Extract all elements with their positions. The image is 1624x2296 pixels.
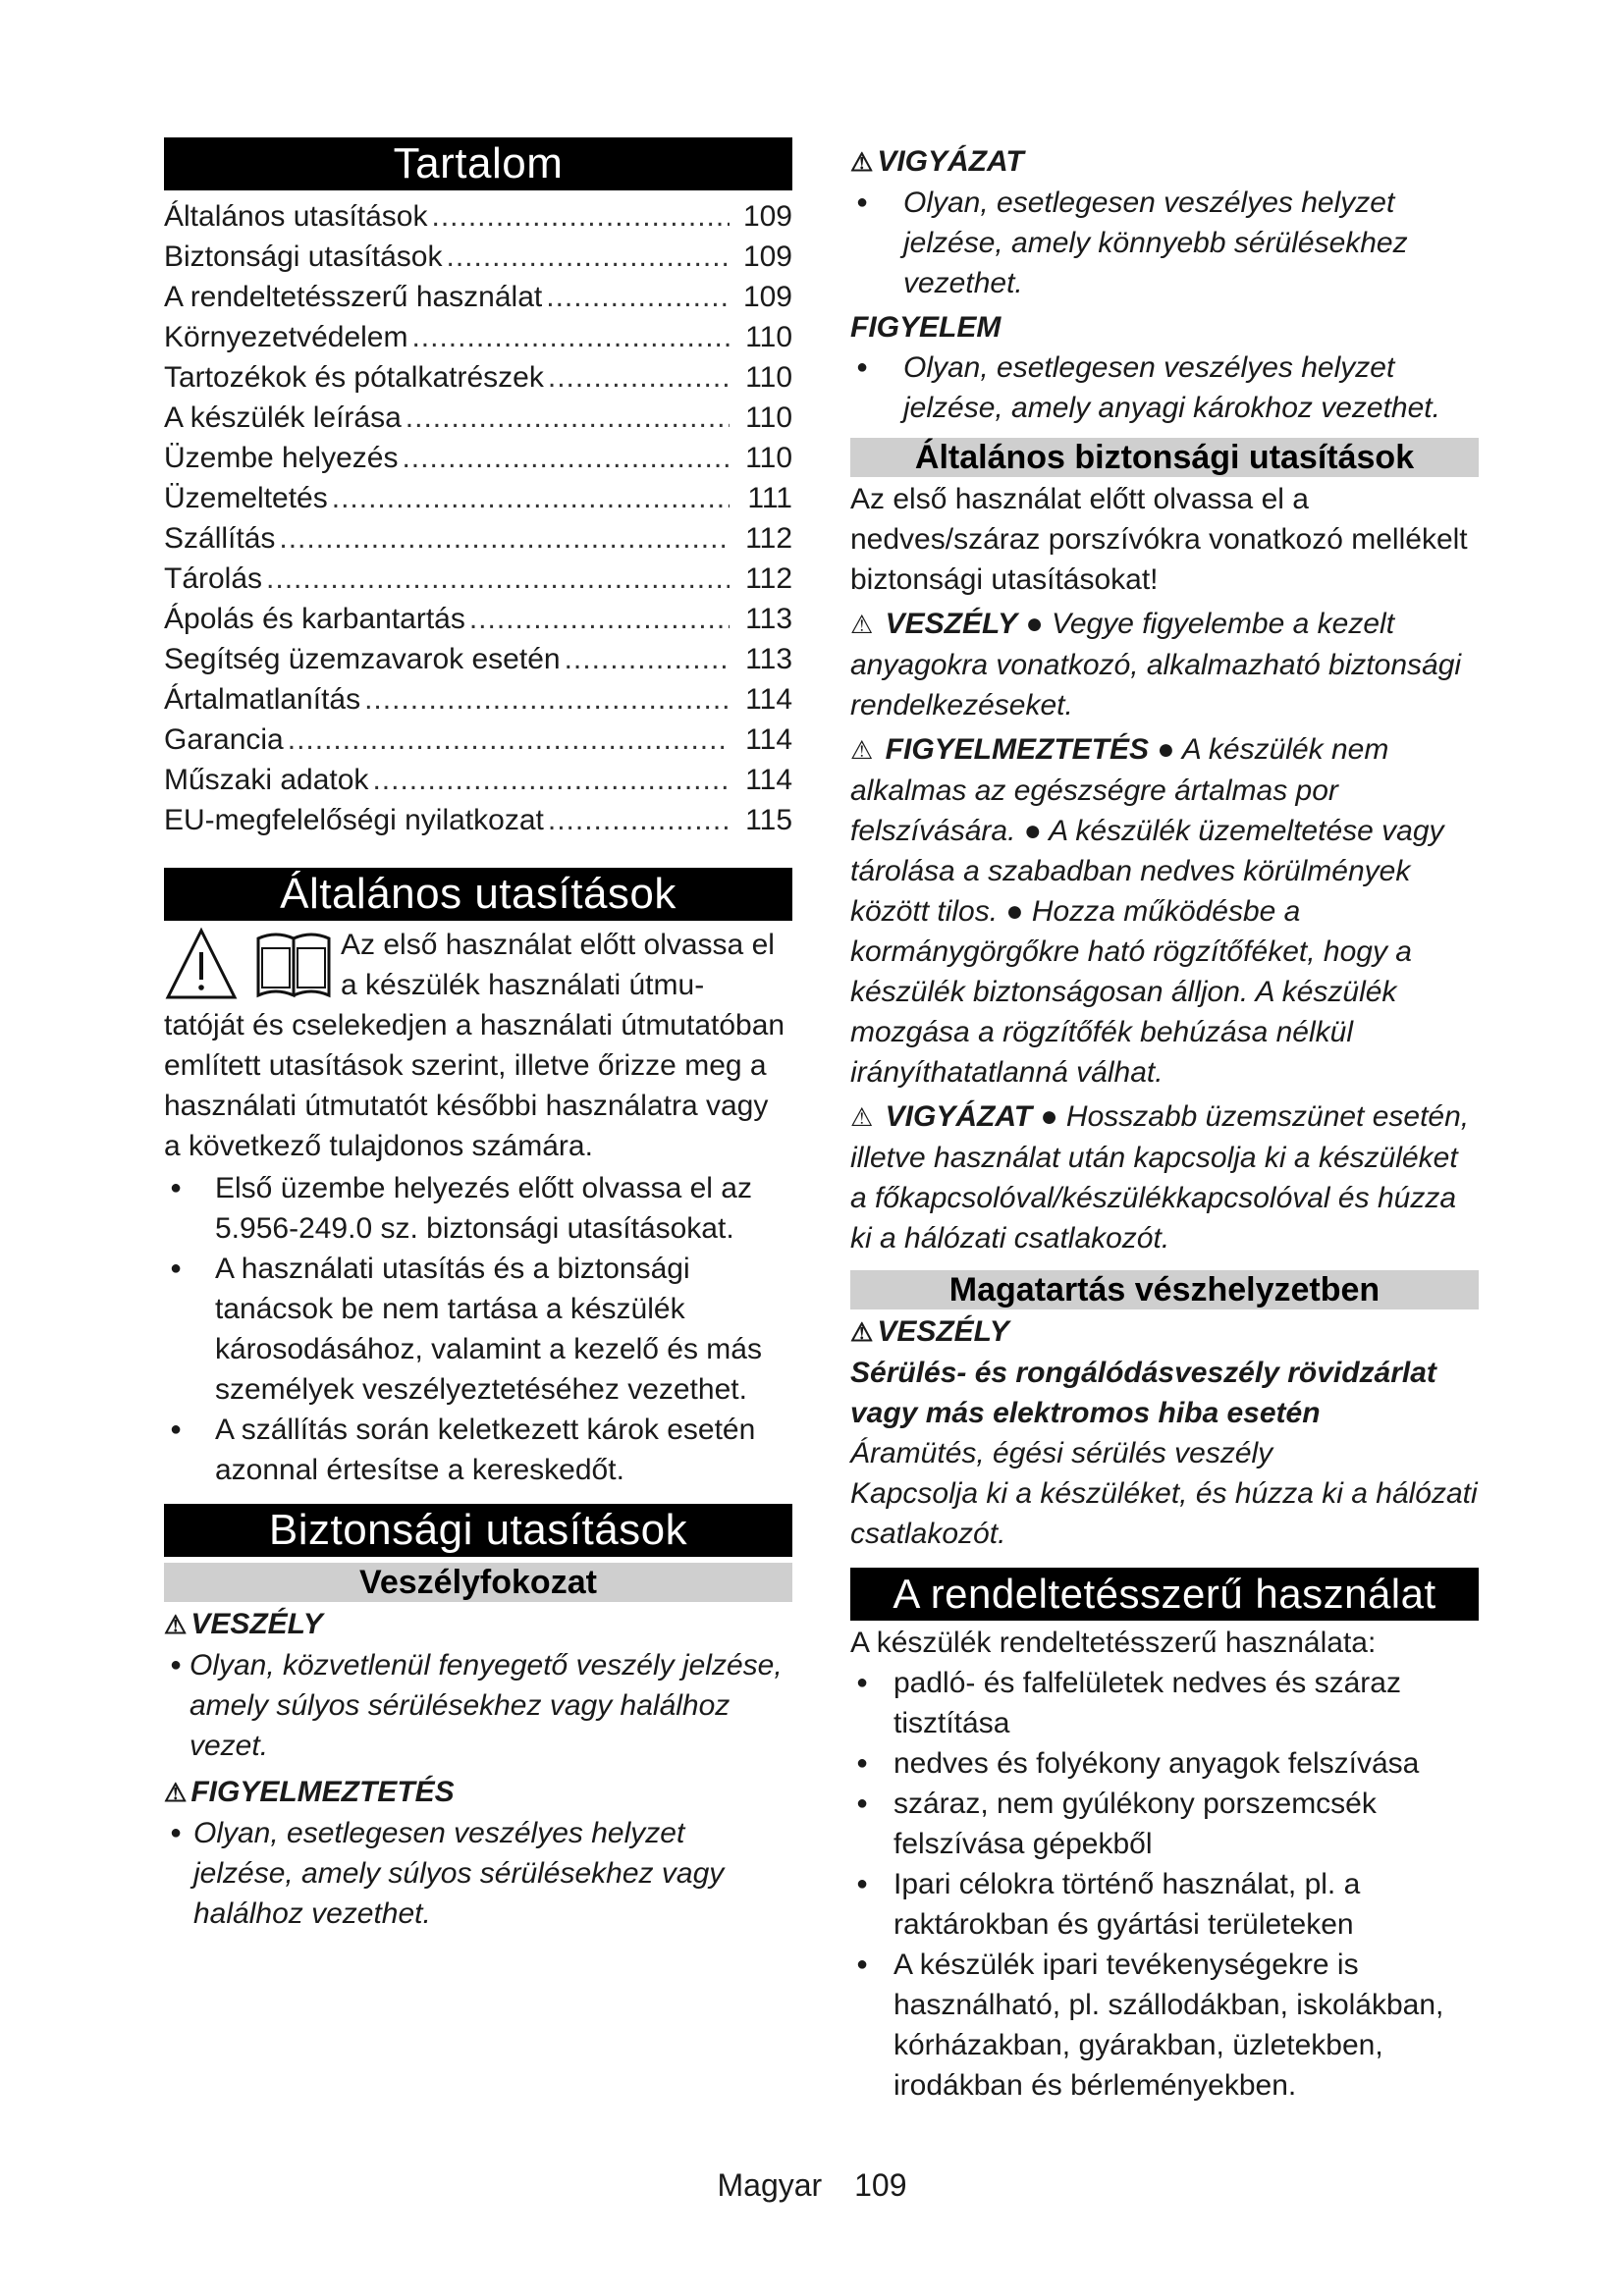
general-safety-caution: ⚠ VIGYÁZAT ● Hosszabb üzemszünet esetén, illetve használat után kapcsolja ki a készüléket a főkapcsolóval/készülékkapcsolóval és húzza ki a hálózati csatlakozót.: [850, 1096, 1479, 1258]
toc-dot-leader: [548, 800, 730, 840]
toc-entry-page: 110: [745, 361, 792, 394]
general-bullets: [164, 1168, 792, 1490]
toc-entry-title: Tartozékok és pótalkatrészek: [164, 361, 544, 394]
general-safety-danger: ⚠ VESZÉLY ● Vegye figyelembe a kezelt anyagokra vonatkozó, alkalmazható biztonsági rendelkezéseket.: [850, 604, 1479, 725]
intended-use-intro: A készülék rendeltetésszerű használata:: [850, 1627, 1377, 1659]
toc-entry-title: Üzembe helyezés: [164, 442, 399, 474]
emergency-line2: Kapcsolja ki a készüléket, és húzza ki a hálózati csatlakozót.: [850, 1477, 1478, 1550]
toc-entry[interactable]: [164, 679, 792, 720]
intro-text-rest: tatóját és cselekedjen a használati útmutatóban említett utasítások szerint, illetve őrizze meg a használati útmutatót későbbi használatra vagy a következő tulajdonos számára.: [164, 1009, 785, 1162]
toc-dot-leader: [548, 357, 730, 398]
emergency-heading: Magatartás vészhelyzetben: [850, 1270, 1479, 1309]
notice-list: [850, 347, 1479, 428]
manual-book-icon: [258, 934, 329, 995]
toc-entry[interactable]: [164, 277, 792, 317]
toc-entry-page: 110: [745, 442, 792, 474]
toc-dot-leader: [469, 599, 730, 639]
caution-list: [850, 183, 1479, 303]
general-safety-heading: Általános biztonsági utasítások: [850, 438, 1479, 477]
safety-heading: Biztonsági utasítások: [164, 1504, 792, 1557]
toc-entry[interactable]: [164, 559, 792, 599]
list-item: ● padló- és falfelületek nedves és száraz tisztítása: [850, 1663, 1479, 1743]
emergency-line1: Áramütés, égési sérülés veszély: [850, 1437, 1273, 1469]
toc-entry-page: 114: [745, 683, 792, 716]
toc-dot-leader: [288, 720, 730, 760]
general-safety-warning: ⚠ FIGYELMEZTETÉS ● A készülék nem alkalmas az egészségre ártalmas por felszívására. ● A készülék üzemeltetése vagy tárolása a szabadban nedves körülmények között tilos. ● Hozza működésbe a kormánygörgőkre ható rögzítőféket, hogy a készülék biztonságosan álljon. A készülék mozgása a rögzítőfék behúzása nélkül irányíthatatlanná válhat.: [850, 729, 1479, 1093]
toc-entry-page: 114: [745, 723, 792, 756]
toc-entry[interactable]: [164, 518, 792, 559]
toc-entry-title: EU-megfelelőségi nyilatkozat: [164, 804, 544, 836]
toc-dot-leader: [406, 398, 730, 438]
danger-label: ⚠ VESZÉLY: [164, 1604, 792, 1645]
list-item: ● Első üzembe helyezés előtt olvassa el az 5.956-249.0 sz. biztonsági utasításokat.: [164, 1168, 792, 1249]
toc-entry-title: Általános utasítások: [164, 200, 428, 233]
toc-entry-page: 114: [745, 764, 792, 796]
toc-entry-page: 112: [745, 522, 792, 555]
toc-entry[interactable]: [164, 760, 792, 800]
table-of-contents: [164, 196, 792, 840]
list-item: ● Olyan, esetlegesen veszélyes helyzet jelzése, amely anyagi károkhoz vezethet.: [850, 347, 1479, 428]
toc-entry-title: A rendeltetésszerű használat: [164, 281, 543, 313]
toc-entry-title: Tárolás: [164, 562, 263, 595]
toc-dot-leader: [266, 559, 730, 599]
warning-icon: ⚠: [850, 1317, 874, 1347]
toc-entry[interactable]: [164, 599, 792, 639]
list-item: ● nedves és folyékony anyagok felszívása: [850, 1743, 1479, 1784]
general-intro: [164, 925, 792, 1166]
list-item: ● A szállítás során keletkezett károk esetén azonnal értesítse a kereskedőt.: [164, 1410, 792, 1490]
toc-entry[interactable]: [164, 398, 792, 438]
toc-dot-leader: [364, 679, 730, 720]
intended-use-heading: A rendeltetésszerű használat: [850, 1568, 1479, 1621]
toc-heading: Tartalom: [164, 137, 792, 190]
caution-label: ⚠ VIGYÁZAT: [850, 141, 1479, 183]
danger-levels-heading: Veszélyfokozat: [164, 1563, 792, 1602]
toc-entry-title: Ápolás és karbantartás: [164, 603, 465, 635]
toc-entry-page: 109: [742, 200, 792, 233]
left-column: [164, 137, 792, 1934]
toc-entry[interactable]: [164, 720, 792, 760]
toc-entry-title: A készülék leírása: [164, 401, 402, 434]
general-instructions-heading: Általános utasítások: [164, 868, 792, 921]
toc-entry-page: 110: [745, 401, 792, 434]
toc-dot-leader: [279, 518, 730, 559]
list-item: ● Ipari célokra történő használat, pl. a raktárokban és gyártási területeken: [850, 1864, 1479, 1945]
emergency-bold-text: Sérülés- és rongálódásveszély rövidzárlat vagy más elektromos hiba esetén: [850, 1357, 1436, 1429]
toc-dot-leader: [432, 196, 731, 237]
toc-entry-page: 112: [745, 562, 792, 595]
toc-entry-title: Szállítás: [164, 522, 276, 555]
warning-icon: ⚠: [164, 1778, 188, 1807]
toc-dot-leader: [402, 438, 730, 478]
toc-entry-page: 111: [747, 482, 792, 514]
toc-entry-page: 109: [742, 240, 792, 273]
warning-icon: ⚠: [850, 1102, 874, 1132]
toc-entry-page: 110: [745, 321, 792, 353]
list-item: ● A használati utasítás és a biztonsági tanácsok be nem tartása a készülék károsodásához, valamint a kezelő és más személyek veszélyeztetéséhez vezethet.: [164, 1249, 792, 1410]
toc-entry[interactable]: [164, 639, 792, 679]
toc-entry-title: Biztonsági utasítások: [164, 240, 443, 273]
list-item: ● A készülék ipari tevékenységekre is használható, pl. szállodákban, iskolákban, kórházakban, gyárakban, üzletekben, irodákban és bérleményekben.: [850, 1945, 1479, 2106]
warning-icon: ⚠: [850, 735, 874, 765]
intro-text-first: Az első használat előtt olvassa el a készülék használati útmu-: [341, 929, 775, 1001]
warning-label: ⚠ FIGYELMEZTETÉS: [164, 1772, 792, 1813]
right-column: [850, 141, 1479, 2106]
toc-entry-title: Segítség üzemzavarok esetén: [164, 643, 561, 675]
danger-list: [164, 1645, 792, 1766]
toc-entry[interactable]: [164, 317, 792, 357]
toc-entry[interactable]: [164, 237, 792, 277]
toc-dot-leader: [332, 478, 730, 518]
toc-entry-title: Műszaki adatok: [164, 764, 369, 796]
toc-entry[interactable]: [164, 438, 792, 478]
toc-entry[interactable]: [164, 800, 792, 840]
toc-entry-page: 115: [745, 804, 792, 836]
footer-page-number: 109: [854, 2167, 907, 2203]
toc-entry[interactable]: [164, 196, 792, 237]
toc-entry-title: Ártalmatlanítás: [164, 683, 361, 716]
toc-entry-title: Garancia: [164, 723, 284, 756]
intro-icons: [164, 925, 341, 1003]
warning-icon: ⚠: [850, 147, 874, 177]
toc-dot-leader: [372, 760, 730, 800]
toc-entry-page: 109: [742, 281, 792, 313]
notice-label: FIGYELEM: [850, 311, 1001, 344]
toc-entry-page: 113: [745, 643, 792, 675]
toc-entry-title: Üzemeltetés: [164, 482, 328, 514]
intended-use-bullets: [850, 1663, 1479, 2106]
footer-language: Magyar: [717, 2167, 823, 2203]
toc-dot-leader: [411, 317, 730, 357]
list-item: ● száraz, nem gyúlékony porszemcsék felszívása gépekből: [850, 1784, 1479, 1864]
toc-entry-page: 113: [745, 603, 792, 635]
toc-entry-title: Környezetvédelem: [164, 321, 408, 353]
toc-entry[interactable]: [164, 478, 792, 518]
toc-dot-leader: [447, 237, 731, 277]
warning-icon: ⚠: [164, 1610, 188, 1639]
toc-dot-leader: [546, 277, 730, 317]
list-item: ● Olyan, esetlegesen veszélyes helyzet jelzése, amely könnyebb sérülésekhez vezethet.: [850, 183, 1479, 303]
warning-triangle-icon: [164, 925, 341, 1003]
general-safety-intro: Az első használat előtt olvassa el a nedves/száraz porszívókra vonatkozó mellékelt biztonsági utasításokat!: [850, 483, 1468, 596]
emergency-danger-label: ⚠ VESZÉLY: [850, 1311, 1479, 1353]
warning-list: [164, 1813, 792, 1934]
toc-entry[interactable]: [164, 357, 792, 398]
warning-icon: ⚠: [850, 610, 874, 639]
list-item: ● Olyan, esetlegesen veszélyes helyzet jelzése, amely súlyos sérülésekhez vagy halálhoz vezethet.: [164, 1813, 792, 1934]
list-item: ● Olyan, közvetlenül fenyegető veszély jelzése, amely súlyos sérülésekhez vagy halálhoz vezet.: [164, 1645, 792, 1766]
page-footer: [0, 2167, 1624, 2204]
toc-dot-leader: [565, 639, 730, 679]
